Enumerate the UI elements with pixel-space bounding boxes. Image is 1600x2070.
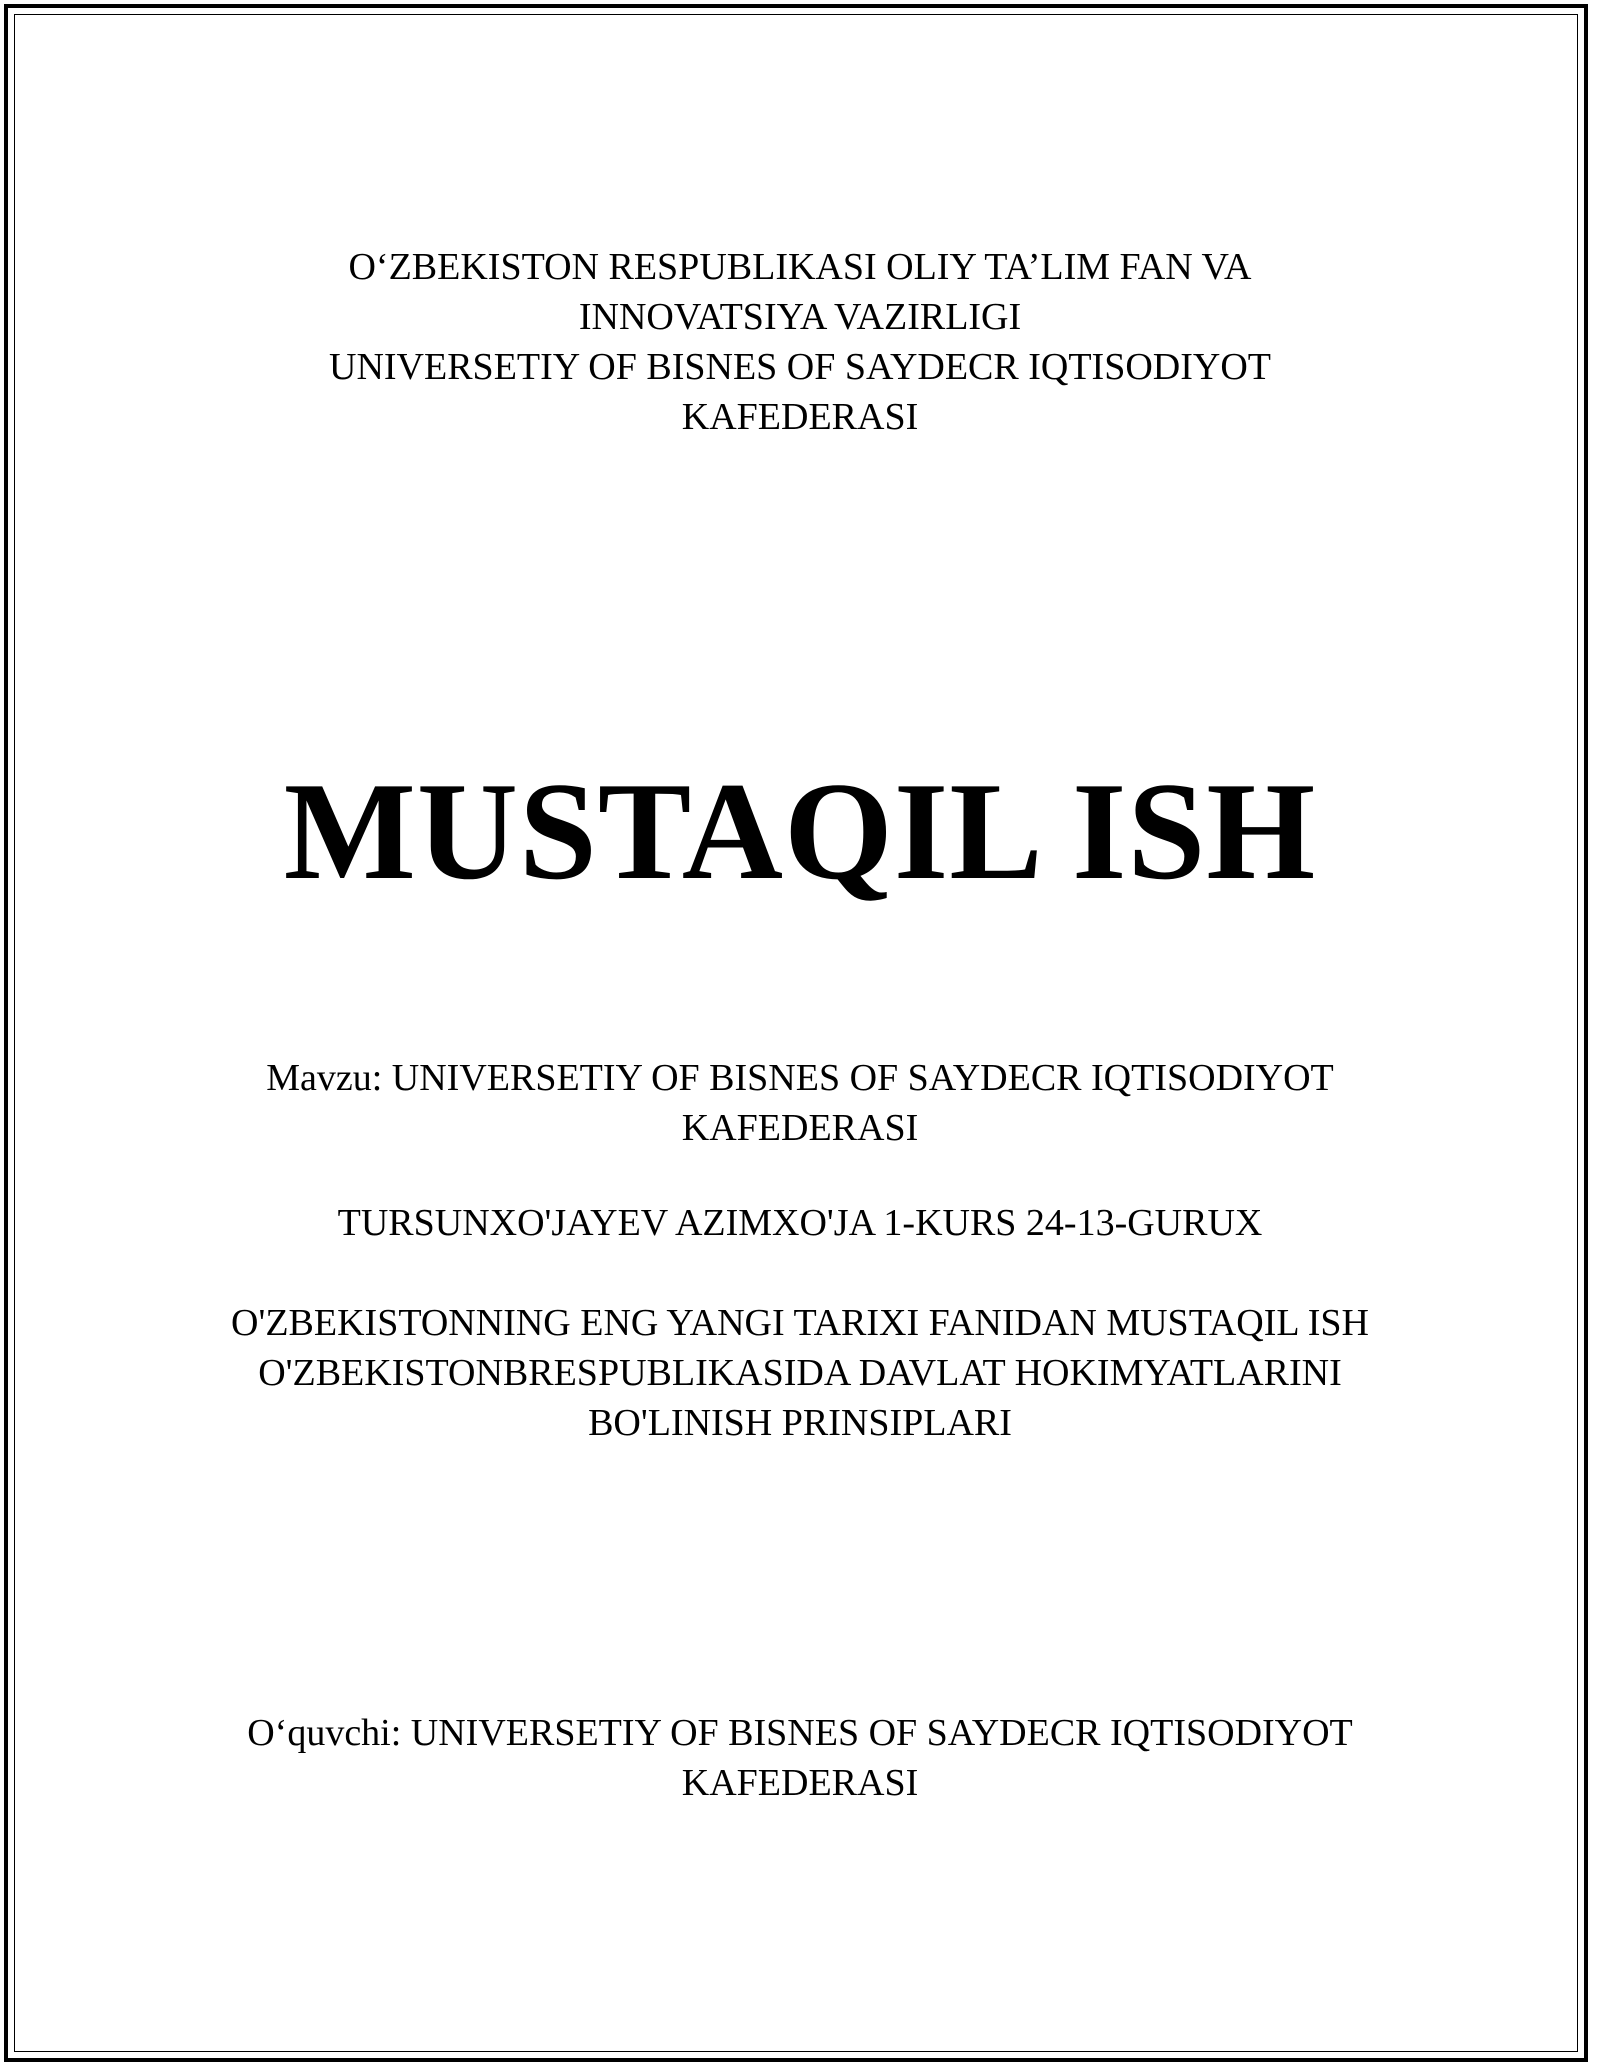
topic-line-1: Mavzu: UNIVERSETIY OF BISNES OF SAYDECR IQTISODIYOT: [266, 1057, 1334, 1099]
header-line-3: UNIVERSETIY OF BISNES OF SAYDECR IQTISODIYOT: [329, 346, 1271, 388]
ministry-header: [0, 242, 1600, 442]
subject-section: [0, 1298, 1600, 1448]
subject-line-2: O'ZBEKISTONBRESPUBLIKASIDA DAVLAT HOKIMYATLARINI: [258, 1352, 1342, 1394]
reader-section: [0, 1708, 1600, 1808]
document-title: MUSTAQIL ISH: [283, 754, 1317, 909]
subject-line-3: BO'LINISH PRINSIPLARI: [588, 1402, 1012, 1444]
subject-line-1: O'ZBEKISTONNING ENG YANGI TARIXI FANIDAN MUSTAQIL ISH: [231, 1302, 1369, 1344]
topic-line-2: KAFEDERASI: [681, 1107, 919, 1149]
reader-line-2: KAFEDERASI: [681, 1762, 919, 1804]
student-info: [0, 1198, 1600, 1248]
student-line: TURSUNXO'JAYEV AZIMXO'JA 1-KURS 24-13-GURUX: [337, 1202, 1263, 1244]
topic-section: [0, 1053, 1600, 1153]
header-line-1: O‘ZBEKISTON RESPUBLIKASI OLIY TA’LIM FAN VA: [348, 246, 1252, 288]
header-line-2: INNOVATSIYA VAZIRLIGI: [578, 296, 1022, 338]
reader-line-1: O‘quvchi: UNIVERSETIY OF BISNES OF SAYDECR IQTISODIYOT: [247, 1712, 1353, 1754]
header-line-4: KAFEDERASI: [681, 396, 919, 438]
